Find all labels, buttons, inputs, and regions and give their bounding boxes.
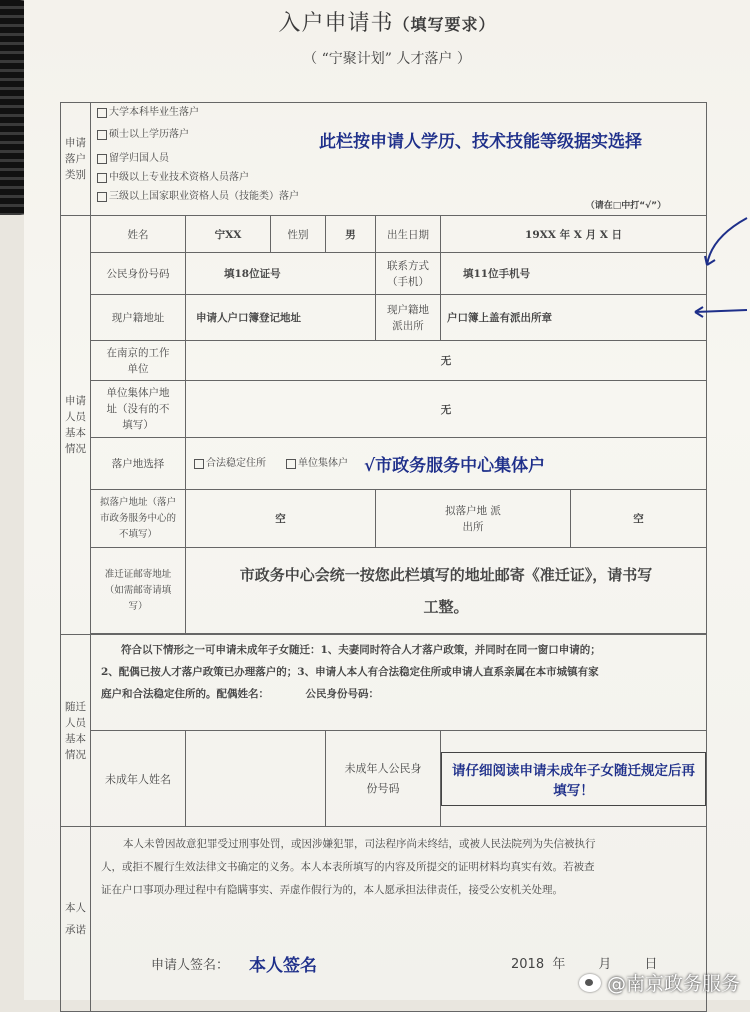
police-label: 现户籍地 派出所 — [376, 295, 441, 341]
checkbox[interactable] — [97, 173, 107, 183]
category-instruction: 此栏按申请人学历、技术技能等级据实选择 — [319, 132, 642, 152]
contact-label: 联系方式 （手机） — [376, 253, 441, 295]
contact-value[interactable]: 填11位手机号 — [441, 253, 707, 295]
name-value[interactable]: 宁XX — [186, 216, 271, 253]
id-row — [61, 253, 707, 295]
domicile-label: 现户籍地址 — [91, 295, 186, 341]
work-unit-label: 在南京的工作 单位 — [91, 341, 186, 381]
category-option[interactable]: 中级以上专业技术资格人员落户 — [97, 170, 706, 185]
arrowhead — [705, 256, 715, 265]
notice-box: 请仔细阅读申请未成年子女随迁规定后再填写！ — [441, 752, 706, 806]
unit-address-label: 单位集体户地 址（没有的不 填写） — [91, 381, 186, 438]
checkbox[interactable] — [194, 459, 204, 469]
work-unit-row — [61, 341, 707, 381]
dob-label: 出生日期 — [376, 216, 441, 253]
category-options-cell — [91, 103, 707, 216]
settle-option[interactable]: 单位集体户 — [286, 456, 348, 471]
arrow-line — [707, 218, 747, 265]
domicile-row — [61, 295, 707, 341]
id-value[interactable]: 填18位证号 — [186, 253, 376, 295]
application-form-table — [60, 102, 707, 1012]
arrow-line — [695, 310, 747, 312]
checkbox[interactable] — [97, 130, 107, 140]
mail-address-row — [61, 548, 707, 634]
watermark-text: @南京政务服务 — [606, 973, 740, 995]
planned-address-row — [61, 490, 707, 548]
minor-name-value[interactable] — [186, 731, 326, 827]
planned-address-label: 拟落户地址（落户 市政务服务中心的 不填写） — [91, 490, 186, 548]
category-row — [61, 103, 707, 216]
minor-id-value-cell[interactable] — [441, 731, 707, 827]
weibo-watermark — [579, 969, 740, 996]
title-text: 入户申请书 — [278, 11, 394, 36]
planned-address-value[interactable]: 空 — [186, 490, 376, 548]
pledge-section-label: 本人 承诺 — [61, 827, 91, 1012]
dependents-rules: 符合以下情形之一可申请未成年子女随迁：1、夫妻同时符合人才落户政策，并同时在同一窗口申请的； 2、配偶已按人才落户政策已办理落户的；3、申请人本人有合法稳定住所或申请人直系亲属在本市城镇有家 庭户和合法稳定住所的。配偶姓名： 公民身份号码： — [91, 635, 707, 731]
planned-police-label: 拟落户地 派 出所 — [376, 490, 571, 548]
mail-address-value[interactable]: 市政务中心会统一按您此栏填写的地址邮寄《准迁证》，请书写 工整。 — [186, 548, 707, 634]
title-note: （填写要求） — [393, 15, 496, 34]
name-row — [61, 216, 707, 253]
category-option[interactable]: 大学本科毕业生落户 — [97, 105, 706, 120]
settle-value[interactable]: √市政务服务中心集体户 — [364, 456, 546, 476]
category-option[interactable]: 留学归国人员 — [97, 151, 706, 166]
category-option[interactable]: 三级以上国家职业资格人员（技能类）落户 — [97, 189, 706, 204]
settle-option[interactable]: 合法稳定住所 — [194, 456, 266, 471]
checkbox[interactable] — [97, 192, 107, 202]
signature-date[interactable]: 2018 年 月 日 — [511, 957, 658, 972]
page-title — [24, 6, 750, 37]
signature-label: 申请人签名： — [151, 958, 230, 973]
settle-choice-row — [61, 438, 707, 490]
gender-value[interactable]: 男 — [326, 216, 376, 253]
police-value[interactable]: 户口簿上盖有派出所章 — [441, 295, 707, 341]
check-hint: （请在□中打“√”） — [585, 201, 667, 211]
pledge-text: 本人未曾因故意犯罪受过刑事处罚，或因涉嫌犯罪，司法程序尚未终结，或被人民法院列为失信被执行 人，或拒不履行生效法律文书确定的义务。本人本表所填写的内容及所提交的证明材料均真实有效。若被查 证在户口事项办理过程中有隐瞒事实、弄虚作假行为的，本人愿承担法律责任，接受公安机关处理。 — [101, 838, 596, 896]
id-label: 公民身份号码 — [91, 253, 186, 295]
applicant-section-label: 申请 人员 基本 情况 — [61, 216, 91, 635]
settle-label: 落户地选择 — [91, 438, 186, 490]
signature-value[interactable]: 本人签名 — [249, 956, 318, 976]
unit-address-value[interactable]: 无 — [186, 381, 707, 438]
unit-address-row — [61, 381, 707, 438]
dependents-rules-row — [61, 635, 707, 731]
dependents-section-label: 随迁 人员 基本 情况 — [61, 635, 91, 827]
category-option[interactable]: 硕士以上学历落户 — [97, 127, 706, 142]
annotation-arrows — [665, 210, 750, 330]
checkbox[interactable] — [286, 459, 296, 469]
minor-row — [61, 731, 707, 827]
dob-value[interactable]: 19XX 年 X 月 X 日 — [441, 216, 707, 253]
checkbox[interactable] — [97, 108, 107, 118]
domicile-value[interactable]: 申请人户口簿登记地址 — [186, 295, 376, 341]
settle-options-cell — [186, 438, 707, 490]
gender-label: 性别 — [271, 216, 326, 253]
minor-name-label: 未成年人姓名 — [91, 731, 186, 827]
weibo-icon — [579, 974, 601, 992]
mail-address-label: 准迁证邮寄地址 （如需邮寄请填 写） — [91, 548, 186, 634]
signature-line — [151, 951, 317, 976]
page-subtitle: （ “宁聚计划” 人才落户 ） — [303, 51, 471, 67]
category-label-cell: 申请 落户 类别 — [61, 103, 91, 216]
checkbox[interactable] — [97, 154, 107, 164]
name-label: 姓名 — [91, 216, 186, 253]
work-unit-value[interactable]: 无 — [186, 341, 707, 381]
minor-id-label: 未成年人公民身 份号码 — [326, 731, 441, 827]
planned-police-value[interactable]: 空 — [571, 490, 707, 548]
